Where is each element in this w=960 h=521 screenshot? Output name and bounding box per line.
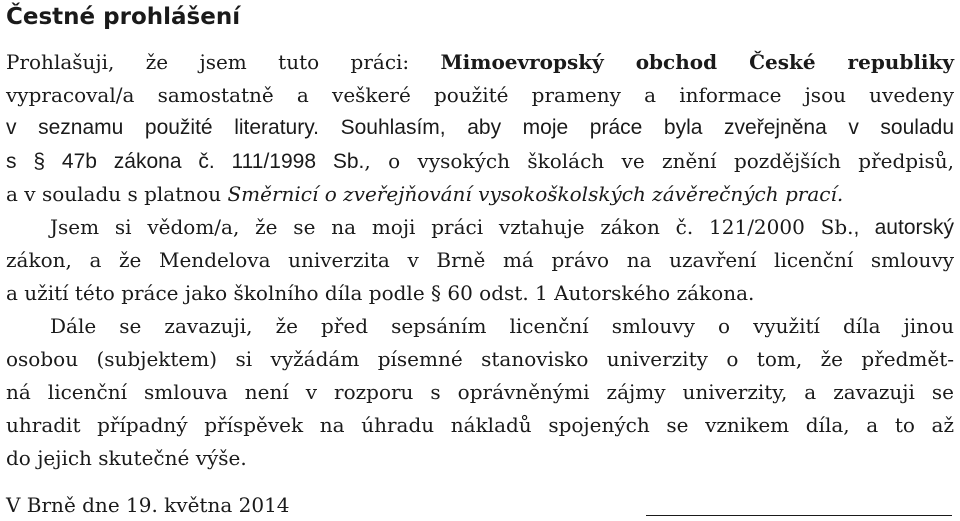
p3-line-5: do jejich skutečné výše. bbox=[6, 446, 247, 470]
p1-line-3: v seznamu použité literatury. Souhlasím, aby moje práce byla zveřejněna v souladu bbox=[6, 116, 954, 139]
p1-line-1-text: Prohlašuji, že jsem tuto práci: bbox=[6, 50, 441, 74]
page-title: Čestné prohlášení bbox=[6, 4, 241, 30]
p1-line-2: vypracoval/a samostatně a veškeré použité prameny a informace jsou uvedeny bbox=[6, 83, 954, 107]
p1-line-5-text: a v souladu s platnou bbox=[6, 182, 228, 206]
p1-line-5 bbox=[6, 179, 954, 209]
directive-name: Směrnicí o zveřejňování vysokoškolských závěrečných prací. bbox=[227, 182, 844, 206]
p2-line-2: zákon, a že Mendelova univerzita v Brně má právo na uzavření licenční smlouvy bbox=[6, 248, 954, 272]
p1-line-4-text: , o vysokých školách ve znění pozdějších předpisů, bbox=[364, 149, 954, 173]
signature-line bbox=[646, 515, 952, 516]
p1-line-1 bbox=[6, 47, 954, 77]
p2-line-1-tail: , autorský bbox=[853, 216, 954, 239]
p2-line-3: a užití této práce jako školního díla podle § 60 odst. 1 Autorského zákona. bbox=[6, 281, 755, 305]
p3-line-1: Dále se zavazuji, že před sepsáním licenční smlouvy o využití díla jinou bbox=[50, 314, 954, 338]
thesis-title: Mimoevropský obchod České republiky bbox=[440, 50, 954, 74]
p3-line-3: ná licenční smlouva není v rozporu s oprávněnými zájmy univerzity, a zavazuji se bbox=[6, 380, 954, 404]
place-and-date: V Brně dne 19. května 2014 bbox=[6, 493, 290, 517]
p3-line-2: osobou (subjektem) si vyžádám písemné stanovisko univerzity o tom, že předmět- bbox=[6, 347, 954, 371]
p2-line-1-text: Jsem si vědom/a, že se na moji práci vztahuje zákon č. 121/2000 Sb. bbox=[50, 215, 854, 239]
p2-line-1 bbox=[6, 212, 954, 243]
p3-line-4: uhradit případný příspěvek na úhradu nákladů spojených se vznikem díla, a to až bbox=[6, 413, 954, 437]
p1-line-4 bbox=[6, 146, 954, 177]
law-reference: s § 47b zákona č. 111/1998 Sb. bbox=[6, 150, 365, 173]
